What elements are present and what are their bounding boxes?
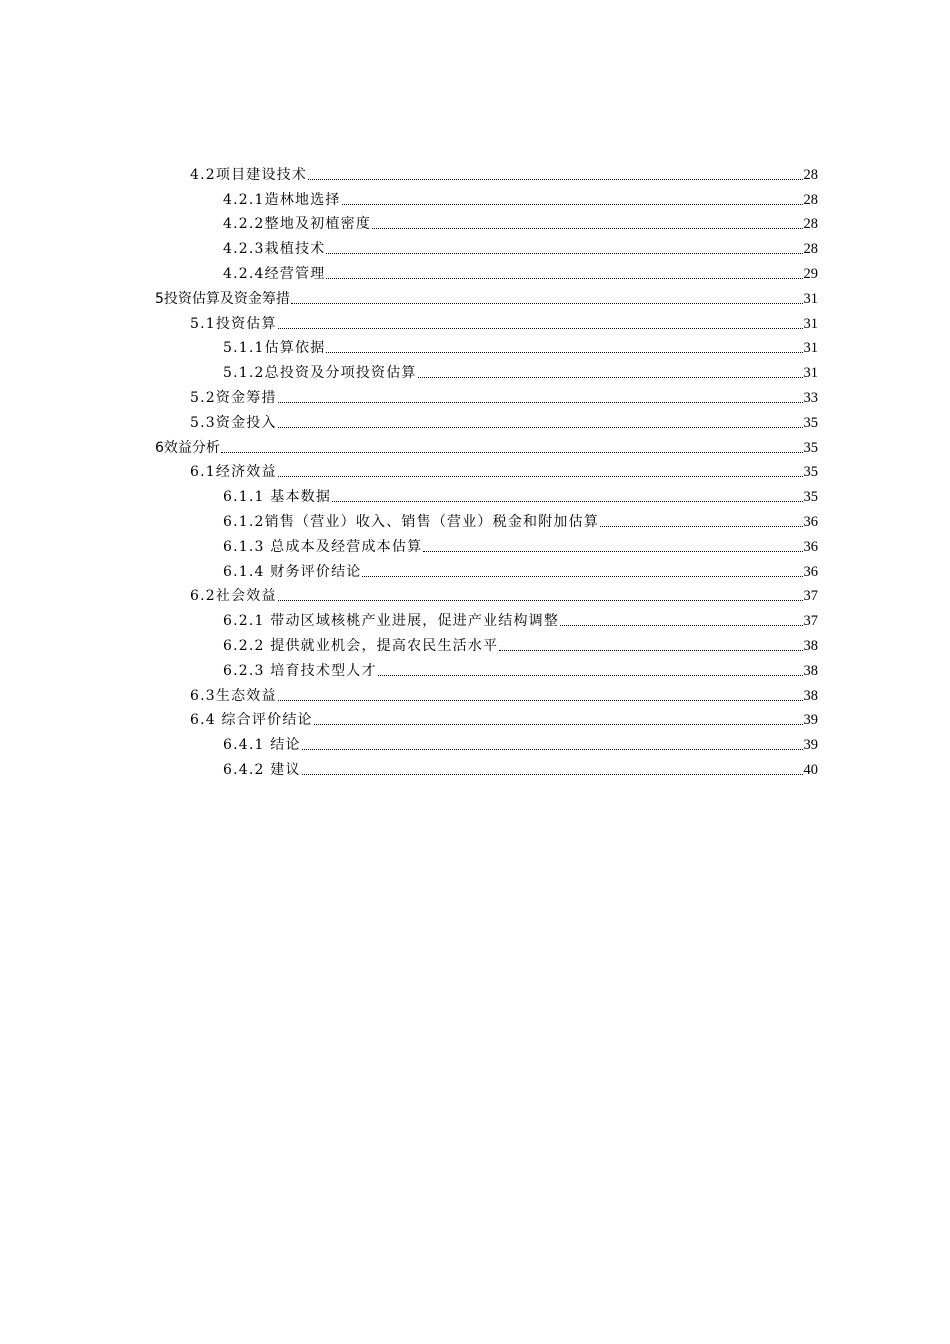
- toc-entry-title: 6.2.2 提供就业机会，提高农民生活水平: [223, 637, 499, 654]
- toc-entry-page-number: 36: [803, 563, 818, 580]
- toc-entry[interactable]: [0, 209, 818, 234]
- toc-entry-title: 6.1.3 总成本及经营成本估算: [223, 538, 423, 555]
- toc-entry-page-number: 36: [803, 513, 818, 530]
- dot-leader: [326, 352, 802, 353]
- toc-entry[interactable]: [0, 506, 818, 531]
- dot-leader: [342, 204, 803, 205]
- toc-entry[interactable]: [0, 556, 818, 581]
- toc-entry[interactable]: [0, 481, 818, 506]
- toc-entry[interactable]: [0, 233, 818, 258]
- dot-leader: [221, 452, 803, 453]
- dot-leader: [278, 328, 803, 329]
- dot-leader: [278, 700, 803, 701]
- dot-leader: [378, 675, 803, 676]
- toc-entry-page-number: 29: [803, 265, 818, 282]
- toc-entry-page-number: 36: [803, 538, 818, 555]
- toc-entry[interactable]: [0, 457, 818, 482]
- toc-entry[interactable]: [0, 655, 818, 680]
- toc-entry-title: 6.1.4 财务评价结论: [223, 563, 362, 580]
- dot-leader: [326, 253, 802, 254]
- toc-entry[interactable]: [0, 357, 818, 382]
- toc-entry[interactable]: [0, 705, 818, 730]
- toc-entry-page-number: 31: [803, 365, 818, 382]
- toc-entry-title: 4.2项目建设技术: [190, 166, 308, 183]
- toc-entry-page-number: 31: [803, 290, 818, 307]
- toc-entry-title: 6.1经济效益: [190, 464, 277, 481]
- toc-entry-page-number: 35: [803, 464, 818, 481]
- toc-entry[interactable]: [0, 581, 818, 606]
- toc-entry[interactable]: [0, 333, 818, 358]
- toc-entry-page-number: 39: [803, 737, 818, 754]
- toc-entry-title: 5.1投资估算: [190, 315, 277, 332]
- toc-entry-title: 6.3生态效益: [190, 687, 277, 704]
- toc-entry-page-number: 35: [803, 414, 818, 431]
- dot-leader: [278, 402, 803, 403]
- toc-entry-page-number: 28: [803, 166, 818, 183]
- toc-entry-title: 6.2社会效益: [190, 588, 277, 605]
- toc-entry-title: 5.3资金投入: [190, 414, 277, 431]
- toc-entry-title: 6.1.1 基本数据: [223, 489, 332, 506]
- toc-entry-page-number: 37: [803, 613, 818, 630]
- toc-entry-page-number: 35: [803, 439, 818, 456]
- toc-entry-title: 4.2.4经营管理: [223, 265, 326, 282]
- toc-entry-title: 5.2资金筹措: [190, 389, 277, 406]
- dot-leader: [291, 303, 803, 304]
- toc-entry[interactable]: [0, 159, 818, 184]
- toc-entry-title: 6.4 综合评价结论: [190, 712, 313, 729]
- toc-entry-page-number: 38: [803, 662, 818, 679]
- dot-leader: [600, 526, 802, 527]
- toc-entry[interactable]: [0, 754, 818, 779]
- toc-entry-title: 5投资估算及资金筹措: [155, 290, 290, 307]
- dot-leader: [278, 600, 803, 601]
- toc-entry-title: 4.2.3栽植技术: [223, 241, 326, 258]
- dot-leader: [314, 724, 803, 725]
- toc-entry[interactable]: [0, 630, 818, 655]
- dot-leader: [302, 774, 803, 775]
- toc-entry-title: 4.2.2整地及初植密度: [223, 216, 372, 233]
- toc-entry[interactable]: [0, 283, 818, 308]
- dot-leader: [302, 749, 803, 750]
- dot-leader: [418, 377, 803, 378]
- toc-entry-page-number: 28: [803, 241, 818, 258]
- toc-entry[interactable]: [0, 432, 818, 457]
- dot-leader: [278, 476, 803, 477]
- toc-entry-page-number: 28: [803, 216, 818, 233]
- toc-entry-page-number: 28: [803, 191, 818, 208]
- toc-entry-title: 6.4.2 建议: [223, 761, 301, 778]
- toc-entry-title: 5.1.1估算依据: [223, 340, 326, 357]
- dot-leader: [499, 650, 802, 651]
- dot-leader: [423, 551, 802, 552]
- toc-entry[interactable]: [0, 258, 818, 283]
- dot-leader: [560, 625, 802, 626]
- toc-entry-title: 6.2.3 培育技术型人才: [223, 662, 377, 679]
- toc-entry-page-number: 39: [803, 712, 818, 729]
- toc-entry-page-number: 38: [803, 637, 818, 654]
- toc-entry-page-number: 38: [803, 687, 818, 704]
- toc-entry[interactable]: [0, 531, 818, 556]
- toc-entry-title: 6.1.2销售（营业）收入、销售（营业）税金和附加估算: [223, 513, 600, 530]
- toc-entry[interactable]: [0, 184, 818, 209]
- dot-leader: [372, 228, 802, 229]
- toc-entry[interactable]: [0, 605, 818, 630]
- toc-entry-page-number: 35: [803, 489, 818, 506]
- toc-entry-page-number: 40: [803, 761, 818, 778]
- toc-entry-page-number: 37: [803, 588, 818, 605]
- dot-leader: [326, 278, 802, 279]
- toc-entry-page-number: 33: [803, 389, 818, 406]
- dot-leader: [308, 179, 802, 180]
- dot-leader: [332, 501, 802, 502]
- toc-entry-page-number: 31: [803, 315, 818, 332]
- toc-entry-title: 6.4.1 结论: [223, 737, 301, 754]
- toc-entry[interactable]: [0, 382, 818, 407]
- toc-entry[interactable]: [0, 308, 818, 333]
- toc-entry-title: 5.1.2总投资及分项投资估算: [223, 365, 417, 382]
- dot-leader: [278, 427, 803, 428]
- toc-entry[interactable]: [0, 729, 818, 754]
- toc-entry-page-number: 31: [803, 340, 818, 357]
- toc-entry-title: 6.2.1 带动区域核桃产业进展，促进产业结构调整: [223, 613, 560, 630]
- toc-entry-title: 4.2.1造林地选择: [223, 191, 341, 208]
- toc-entry-title: 6效益分析: [155, 439, 220, 456]
- toc-entry[interactable]: [0, 680, 818, 705]
- dot-leader: [362, 576, 802, 577]
- toc-entry[interactable]: [0, 407, 818, 432]
- table-of-contents: [0, 159, 950, 779]
